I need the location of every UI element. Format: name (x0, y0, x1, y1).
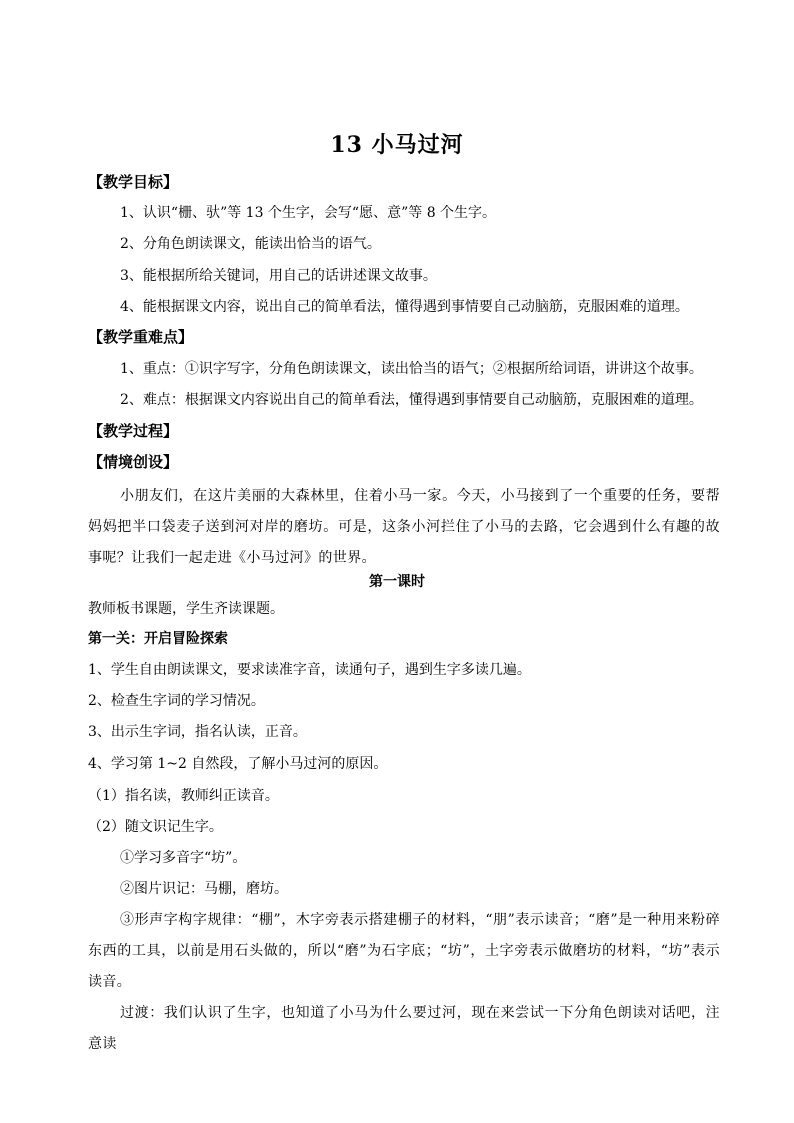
scene-paragraph: 小朋友们，在这片美丽的大森林里，住着小马一家。今天，小马接到了一个重要的任务，要帮妈妈把半口袋麦子送到河对岸的磨坊。可是，这条小河拦住了小马的去路，它会遇到什么有趣的故事呢？让我们一起走进《小马过河》的世界。 (88, 488, 720, 566)
sub-step-item: （2）随文识记生字。 (88, 819, 223, 835)
process-heading: 【教学过程】 (88, 422, 179, 440)
step-item: 3、出示生字词，指名认读，正音。 (88, 724, 307, 740)
goal-item: 2、分角色朗读课文，能读出恰当的语气。 (120, 236, 381, 252)
step-item: 4、学习第 1~2 自然段，了解小马过河的原因。 (88, 756, 388, 772)
phonetic-paragraph: ③形声字构字规律：“棚”，木字旁表示搭建棚子的材料，“朋”表示读音；“磨”是一种用来粉碎东西的工具，以前是用石头做的，所以“磨”为石字底；“坊”，土字旁表示做磨坊的材料，“坊”表示读音。 (88, 912, 720, 990)
sub-sub-step-item: ①学习多音字“坊”。 (120, 850, 247, 866)
stage-heading: 第一关：开启冒险探索 (88, 631, 228, 647)
key-points-heading: 【教学重难点】 (88, 328, 194, 346)
lesson-heading: 第一课时 (369, 574, 425, 590)
goal-item: 1、认识“栅、驮”等 13 个生字，会写“愿、意”等 8 个生字。 (120, 205, 497, 221)
step-item: 1、学生自由朗读课文，要求读准字音，读通句子，遇到生字多读几遍。 (88, 662, 531, 678)
document-title: 13 小马过河 (330, 132, 464, 158)
transition-paragraph: 过渡：我们认识了生字，也知道了小马为什么要过河，现在来尝试一下分角色朗读对话吧，注意读 (88, 1005, 720, 1052)
goals-heading: 【教学目标】 (88, 173, 179, 191)
key-point-item: 1、重点：①识字写字，分角色朗读课文，读出恰当的语气；②根据所给词语，讲讲这个故事。 (120, 361, 703, 377)
sub-sub-step-item: ②图片识记：马棚，磨坊。 (120, 881, 288, 897)
step-item: 2、检查生字词的学习情况。 (88, 693, 265, 709)
goal-item: 3、能根据所给关键词，用自己的话讲述课文故事。 (120, 268, 437, 284)
intro-line: 教师板书课题，学生齐读课题。 (88, 601, 284, 617)
sub-step-item: （1）指名读，教师纠正读音。 (88, 788, 279, 804)
scene-heading: 【情境创设】 (88, 453, 179, 471)
goal-item: 4、能根据课文内容，说出自己的简单看法，懂得遇到事情要自己动脑筋，克服困难的道理。 (120, 299, 689, 315)
key-point-item: 2、难点：根据课文内容说出自己的简单看法，懂得遇到事情要自己动脑筋，克服困难的道理。 (120, 392, 703, 408)
